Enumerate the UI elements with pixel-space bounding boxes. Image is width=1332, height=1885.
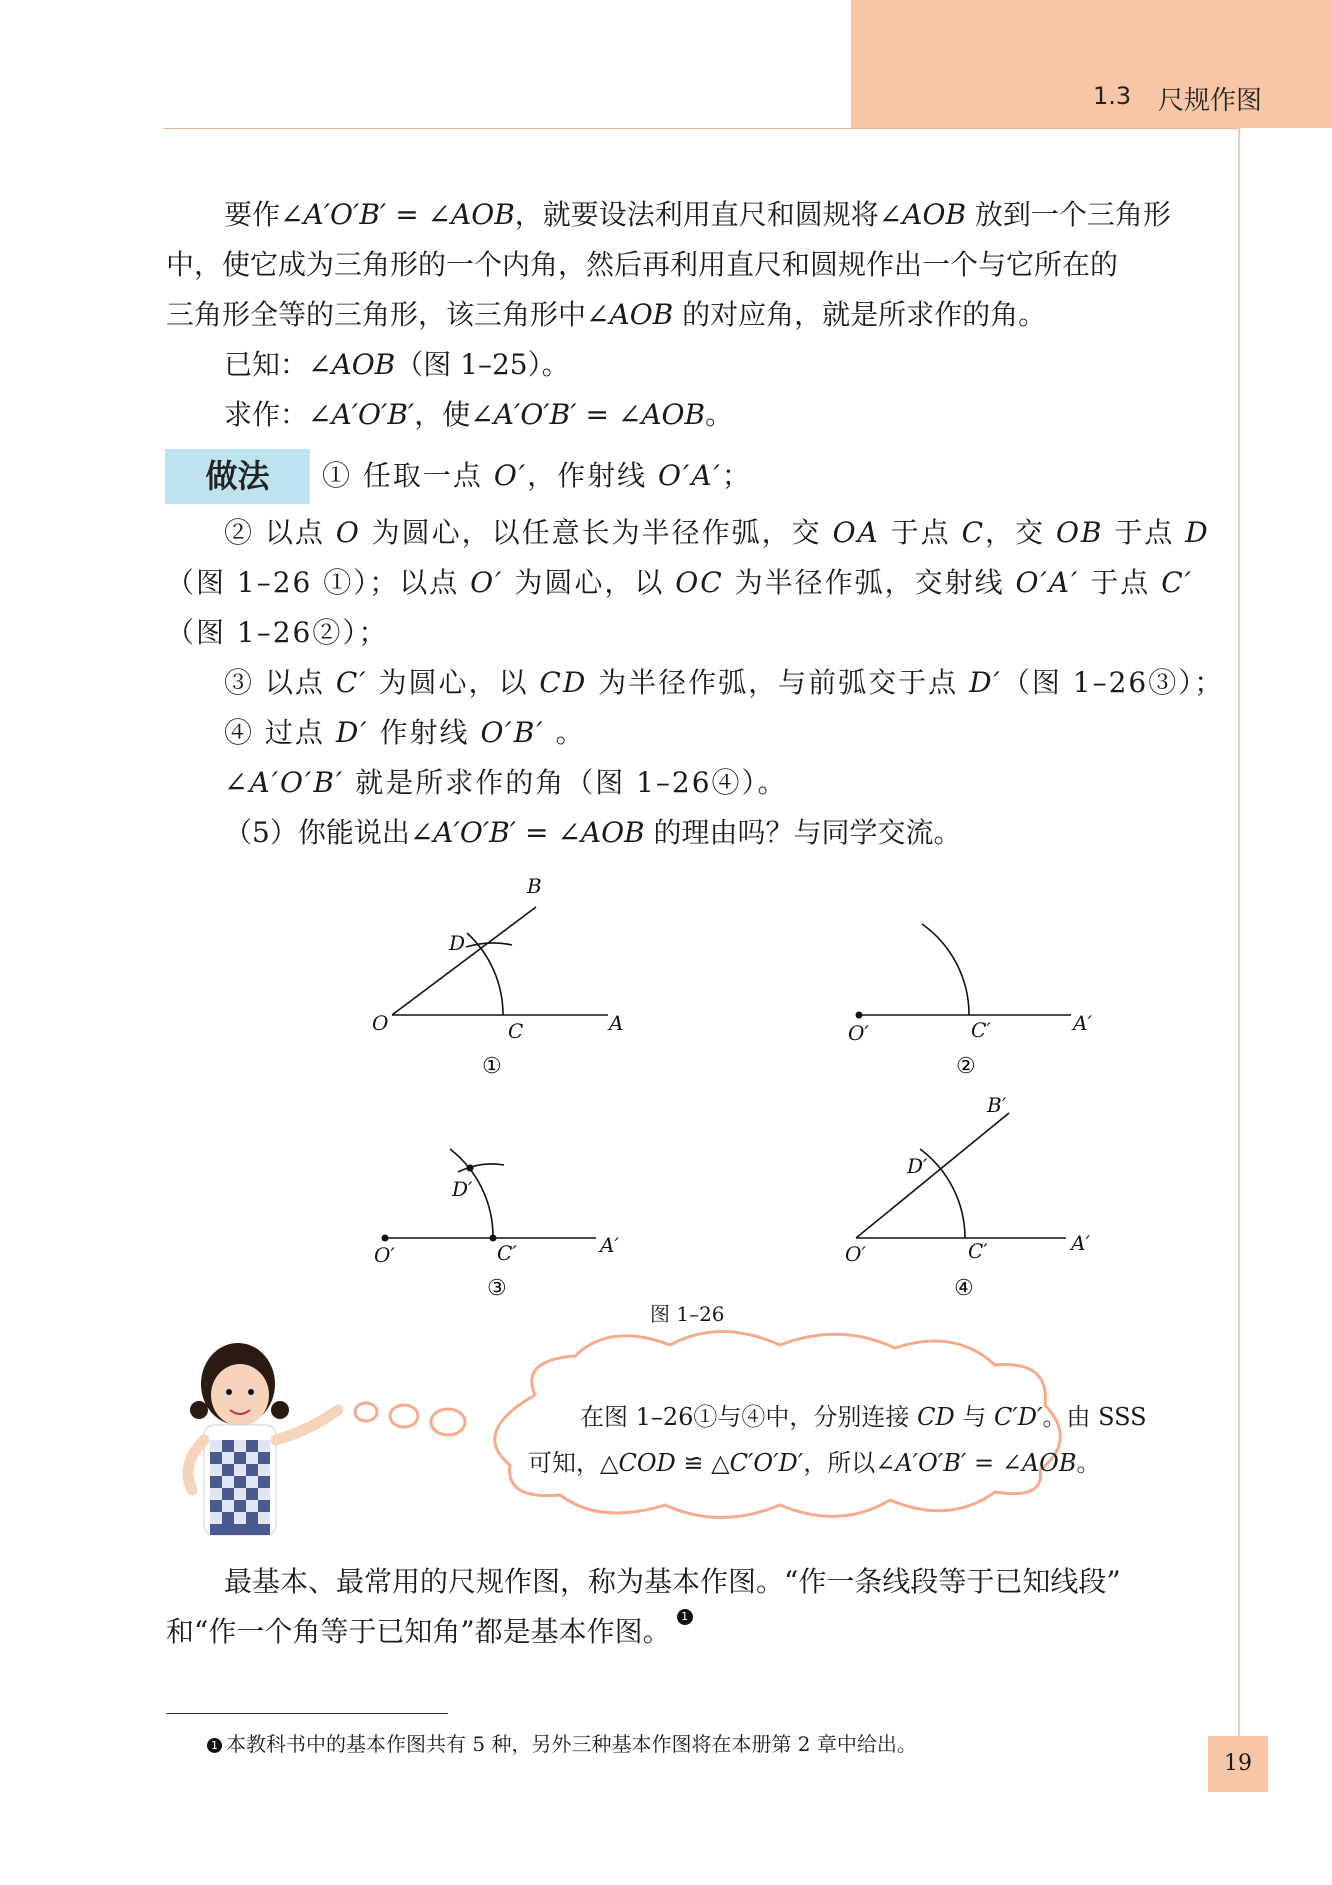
f4-label-d: D′	[907, 1154, 928, 1178]
f1-label-a: A	[609, 1011, 624, 1035]
step-1: ① 任取一点 O′，作射线 O′A′；	[322, 459, 752, 492]
f4-label-b: B′	[987, 1093, 1007, 1117]
f1-label-o: O	[372, 1011, 389, 1035]
section-number: 1.3	[1093, 82, 1132, 110]
conclusion-line-1: 最基本、最常用的尺规作图，称为基本作图。“作一条线段等于已知线段”	[224, 1565, 1121, 1598]
f1-label-b: B	[527, 874, 542, 898]
conclusion-line-2: 和“作一个角等于已知角”都是基本作图。 1	[166, 1607, 693, 1657]
step-2-line-1: ② 以点 O 为圆心，以任意长为半径作弧，交 OA 于点 C，交 OB 于点 D	[224, 516, 1210, 549]
f4-number: ④	[954, 1276, 974, 1301]
f2-point-o	[856, 1012, 863, 1019]
step-2-line-2: （图 1–26 ①）；以点 O′ 为圆心，以 OC 为半径作弧，交射线 O′A′ 于点 C′	[166, 566, 1193, 599]
f4-ray-ob	[856, 1113, 1009, 1238]
f3-number: ③	[487, 1276, 507, 1301]
step-3: ③ 以点 C′ 为圆心，以 CD 为半径作弧，与前弧交于点 D′（图 1–26③）；	[224, 666, 1225, 699]
footnote-rule	[166, 1713, 448, 1714]
f3-point-d	[467, 1165, 474, 1172]
footnote-mark: 1	[207, 1738, 222, 1753]
paragraph-line-1: 要作∠A′O′B′ = ∠AOB，就要设法利用直尺和圆规将∠AOB 放到一个三角形	[224, 198, 1171, 231]
figure-caption: 图 1–26	[650, 1302, 725, 1326]
f4-label-c: C′	[968, 1239, 988, 1263]
girl-illustration	[188, 1343, 338, 1535]
footnote-ref[interactable]: 1	[677, 1609, 693, 1625]
f1-ray-ob	[392, 907, 536, 1015]
f1-number: ①	[482, 1054, 502, 1079]
page-number: 19	[1208, 1736, 1268, 1792]
method-badge: 做法	[165, 449, 310, 504]
f2-label-a: A′	[1073, 1011, 1092, 1035]
step-4: ④ 过点 D′ 作射线 O′B′ 。	[224, 716, 586, 749]
question-5: （5）你能说出∠A′O′B′ = ∠AOB 的理由吗？与同学交流。	[224, 816, 962, 849]
section-title: 尺规作图	[1158, 86, 1263, 116]
bubble-line-2: 可知，△COD ≌ △C′O′D′，所以∠A′O′B′ = ∠AOB。	[528, 1449, 1101, 1477]
result-line: ∠A′O′B′ 就是所求作的角（图 1–26④）。	[224, 766, 788, 799]
bubble-line-1: 在图 1–26①与④中，分别连接 CD 与 C′D′。由 SSS	[580, 1403, 1147, 1431]
f1-label-d: D	[449, 931, 466, 955]
f2-label-o: O′	[848, 1021, 869, 1045]
required-line: 求作：∠A′O′B′，使∠A′O′B′ = ∠AOB。	[224, 398, 734, 431]
f3-label-a: A′	[600, 1233, 619, 1257]
f3-point-o	[382, 1235, 389, 1242]
f1-label-c: C	[508, 1019, 524, 1043]
f1-small-arc	[466, 943, 512, 947]
f3-label-c: C′	[497, 1241, 517, 1265]
f2-number: ②	[956, 1054, 976, 1079]
f4-label-a: A′	[1071, 1231, 1090, 1255]
f3-label-o: O′	[374, 1243, 395, 1267]
f2-label-c: C′	[971, 1018, 991, 1042]
known-line: 已知：∠AOB（图 1–25）。	[224, 348, 570, 381]
f3-point-c	[490, 1235, 497, 1242]
f3-label-d: D′	[452, 1177, 473, 1201]
paragraph-line-3: 三角形全等的三角形，该三角形中∠AOB 的对应角，就是所求作的角。	[166, 298, 1047, 331]
footnote: 1 本教科书中的基本作图共有 5 种，另外三种基本作图将在本册第 2 章中给出。	[207, 1728, 917, 1757]
f2-arc	[922, 924, 969, 1015]
f3-arc-2	[458, 1164, 504, 1172]
step-2-line-3: （图 1–26②）；	[166, 616, 389, 649]
f4-label-o: O′	[845, 1242, 866, 1266]
paragraph-line-2: 中，使它成为三角形的一个内角，然后再利用直尺和圆规作出一个与它所在的	[166, 248, 1119, 281]
